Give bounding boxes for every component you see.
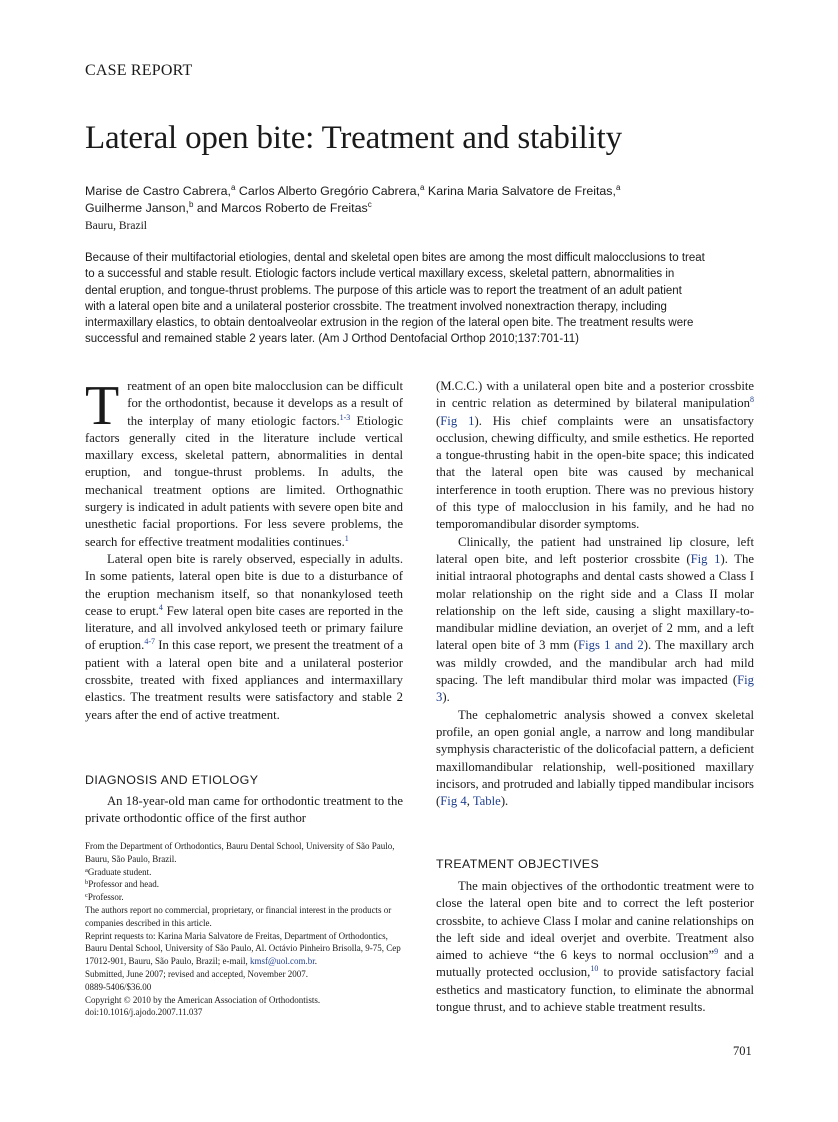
affiliation-mark: a (615, 183, 621, 192)
footnote-text: Professor. (87, 892, 124, 903)
footnote-copyright: Copyright © 2010 by the American Association of Orthodontists. (85, 994, 321, 1005)
figure-link[interactable]: Fig 1 (440, 413, 475, 428)
footnote-mark: c (85, 892, 88, 900)
citation-link[interactable]: 1-3 (339, 412, 351, 422)
author-name: and Marcos Roberto de Freitas (193, 201, 368, 215)
footnote-text: Reprint requests to: Karina Maria Salvatore de Freitas, Department of Orthodontics, Bauru Dental School, University of São Paulo, Al. Octávio Pinheiro Brisolla, 9-75, Cep 17012-901, Bauru, São Paulo, Brazil; e-mail, (85, 930, 401, 967)
body-text: and a mutually protected occlusion, (436, 948, 755, 980)
table-link[interactable]: Table (472, 794, 501, 809)
body-text: Lateral open bite is rarely observed, especially in adults. In some patients, lateral open bite is due to a disturbance of the eruption mechanism itself, so that nonankylosed teeth cease to erupt. (85, 551, 403, 618)
footnote-affiliation: From the Department of Orthodontics, Bauru Dental School, University of São Paulo, Bauru, São Paulo, Brazil. (85, 841, 395, 864)
author-name: Carlos Alberto Gregório Cabrera, (235, 184, 421, 198)
affiliation-mark: a (231, 183, 236, 192)
citation-link[interactable]: 9 (714, 947, 719, 957)
abstract: Because of their multifactorial etiologies, dental and skeletal open bites are among the most difficult malocclusions to treat to a successful and stable result. Etiologic factors include vertical maxillary excess, skeletal pattern, abnormalities in dental eruption, and tongue-thrust problems. The purpose of this article was to report the treatment of an adult patient with a lateral open bite and a unilateral posterior crossbite. The treatment involved nonextraction therapy, including intermaxillary elastics, to obtain dentoalveolar extrusion in the region of the lateral open bite. The treatment results were successful and remained stable 2 years later. (Am J Orthod Dentofacial Orthop 2010;137:701-11) (85, 252, 705, 346)
citation-link[interactable]: 10 (590, 964, 599, 974)
body-text: In this case report, we present the treatment of a patient with a lateral open bite and a unilateral posterior crossbite, treated with fixed appliances and intermaxillary elastics. The treatment results were satisfactory and stable 2 years after the end of active treatment. (85, 638, 403, 722)
footnote-price: 0889-5406/$36.00 (85, 981, 152, 992)
drop-cap: T (85, 375, 120, 437)
citation-link[interactable]: 8 (750, 395, 754, 405)
body-text: to provide satisfactory facial esthetics and masticatory function, to eliminate the abnormal tongue thrust, and to achieve stable treatment results. (436, 965, 754, 1015)
citation-link[interactable]: 4-7 (144, 637, 155, 647)
affiliation-mark: c (367, 200, 372, 209)
footnote-b (85, 878, 403, 891)
footnote-a (85, 866, 403, 879)
body-text: reatment of an open bite malocclusion can be difficult for the orthodontist, because it develops as a result of the interplay of many etiologic factors. (127, 379, 403, 428)
section-heading-treatment: TREATMENT OBJECTIVES (436, 857, 600, 871)
footnote-text: . (314, 956, 318, 967)
footnote-submitted: Submitted, June 2007; revised and accepted, November 2007. (85, 968, 308, 979)
affiliation-mark: a (420, 183, 425, 192)
body-text: ). (500, 794, 509, 809)
author-name: Karina Maria Salvatore de Freitas, (424, 184, 616, 198)
body-text: . His chief complaints were an unsatisfactory occlusion, chewing difficulty, and smile esthetics. He reported a tongue-thrusting habit in the open-bite space; this indicated that the lateral open bite was caused by mechanical interference in tooth eruption. There was no previous history of this type of malocclusion in his family, and he had no temporomandibular disorder symptoms. (436, 413, 754, 532)
right-column (436, 378, 754, 810)
section-heading-diagnosis: DIAGNOSIS AND ETIOLOGY (85, 773, 259, 787)
left-column (85, 375, 404, 724)
body-paragraph: (M.C.C.) with a unilateral open bite and a posterior crossbite in centric relation as determined by bilateral manipulation$^8$ (Fig 1). His chief complaints were an unsatisfactory occlusion, chewing difficulty, and smile esthetics. He reported a tongue-thrusting habit in the open-bite space; this indicated that the lateral open bite was caused by mechanical interference in tooth eruption. There was no previous history of this type of malocclusion in his family, and he had no temporomandibular disorder symptoms. (436, 379, 754, 532)
page-number: 701 (733, 1044, 752, 1058)
footnote-mark: b (85, 879, 89, 887)
body-text: Etiologic factors generally cited in the literature include vertical maxillary excess, skeletal pattern, abnormalities in dental eruption, and tongue-thrust problems. In adults, the mechanical treatment options are limited. Orthognathic surgery is indicated in adult patients with severe open bite and unesthetic facial proportions. For less severe problems, the search for effective treatment modalities continues. (85, 413, 404, 549)
footnote-text: Graduate student. (87, 866, 152, 877)
citation-link[interactable]: 1 (344, 533, 349, 543)
body-text: Clinically, the patient had unstrained lip closure, left lateral open bite, and left posterior crossbite (436, 534, 754, 566)
citation-link[interactable]: 4 (158, 602, 163, 612)
article-title: Lateral open bite: Treatment and stability (85, 120, 622, 156)
footnote-doi: doi:10.1016/j.ajodo.2007.11.037 (85, 1007, 203, 1018)
author-list (85, 183, 765, 217)
footnote-interest: The authors report no commercial, proprietary, or financial interest in the products or companies described in this article. (85, 904, 392, 928)
body-paragraph (85, 551, 403, 724)
body-text: (M.C.C.) with a unilateral open bite and a posterior crossbite in centric relation as determined by bilateral manipulation (436, 379, 754, 411)
author-location: Bauru, Brazil (85, 220, 147, 232)
body-text: . The maxillary arch was mildly crowded, and the mandibular arch had mild spacing. The left mandibular third molar was impacted (436, 638, 754, 688)
footnote-mark: a (85, 866, 88, 874)
email-link[interactable]: kmsf@uol.com.br (249, 956, 315, 967)
footnote-c (85, 891, 403, 904)
figure-link[interactable]: Fig 3 (436, 673, 754, 705)
body-paragraph: The cephalometric analysis showed a convex skeletal profile, an open gonial angle, a narrow and long mandibular symphysis characteristic of the dolicofacial pattern, a deficient maxillomandibular relationship, well-positioned maxillary incisors, and protruded and labially tipped mandibular incisors (Fig 4, Table). (436, 707, 754, 809)
footnote-reprint (85, 930, 403, 968)
body-paragraph: Clinically, the patient had unstrained lip closure, left lateral open bite, and left posterior crossbite (Fig 1). The initial intraoral photographs and dental casts showed a Class I molar relationship on the right side and a Class II molar relationship on the left side, causing a slight maxillary-to-mandibular midline deviation, an overjet of 2 mm, and a left lateral open bite of 3 mm (Figs 1 and 2). The maxillary arch was mildly crowded, and the mandibular arch had mild spacing. The left mandibular third molar was impacted (Fig 3). (436, 534, 754, 705)
figure-link[interactable]: Fig 1 (690, 551, 721, 566)
author-name: Guilherme Janson, (85, 201, 189, 215)
intro-paragraph (85, 375, 404, 551)
body-paragraph (436, 878, 754, 1016)
footnote-text: Professor and head. (88, 879, 159, 890)
author-name: Marise de Castro Cabrera, (85, 184, 231, 198)
figure-link[interactable]: Figs 1 and 2 (578, 638, 644, 653)
body-text: . (446, 690, 450, 705)
body-text: The main objectives of the orthodontic treatment were to close the lateral open bite and to correct the left posterior crossbite, to achieve Class I molar and canine relationships on the left side and ideal overjet and overbite. Treatment also aimed to achieve “the 6 keys to normal occlusion” (436, 879, 754, 963)
body-paragraph: An 18-year-old man came for orthodontic treatment to the private orthodontic office of the first author (85, 794, 403, 826)
footnotes (85, 840, 403, 1019)
figure-link[interactable]: Fig 4 (440, 794, 467, 809)
body-text: The cephalometric analysis showed a convex skeletal profile, an open gonial angle, a narrow and long mandibular symphysis characteristic of the dolicofacial pattern, a deficient maxillomandibular relationship, well-positioned maxillary incisors, and protruded and labially tipped mandibular incisors (436, 707, 754, 791)
body-text: . The initial intraoral photographs and dental casts showed a Class I molar relationship on the right side and a Class II molar relationship on the left side, causing a slight maxillary-to-mandibular midline deviation, an overjet of 2 mm, and a left lateral open bite of 3 mm (436, 551, 754, 653)
body-text: Few lateral open bite cases are reported in the literature, and all involved ankylosed teeth or primary failure of eruption. (85, 603, 403, 653)
section-label: CASE REPORT (85, 62, 193, 79)
affiliation-mark: b (189, 200, 194, 209)
